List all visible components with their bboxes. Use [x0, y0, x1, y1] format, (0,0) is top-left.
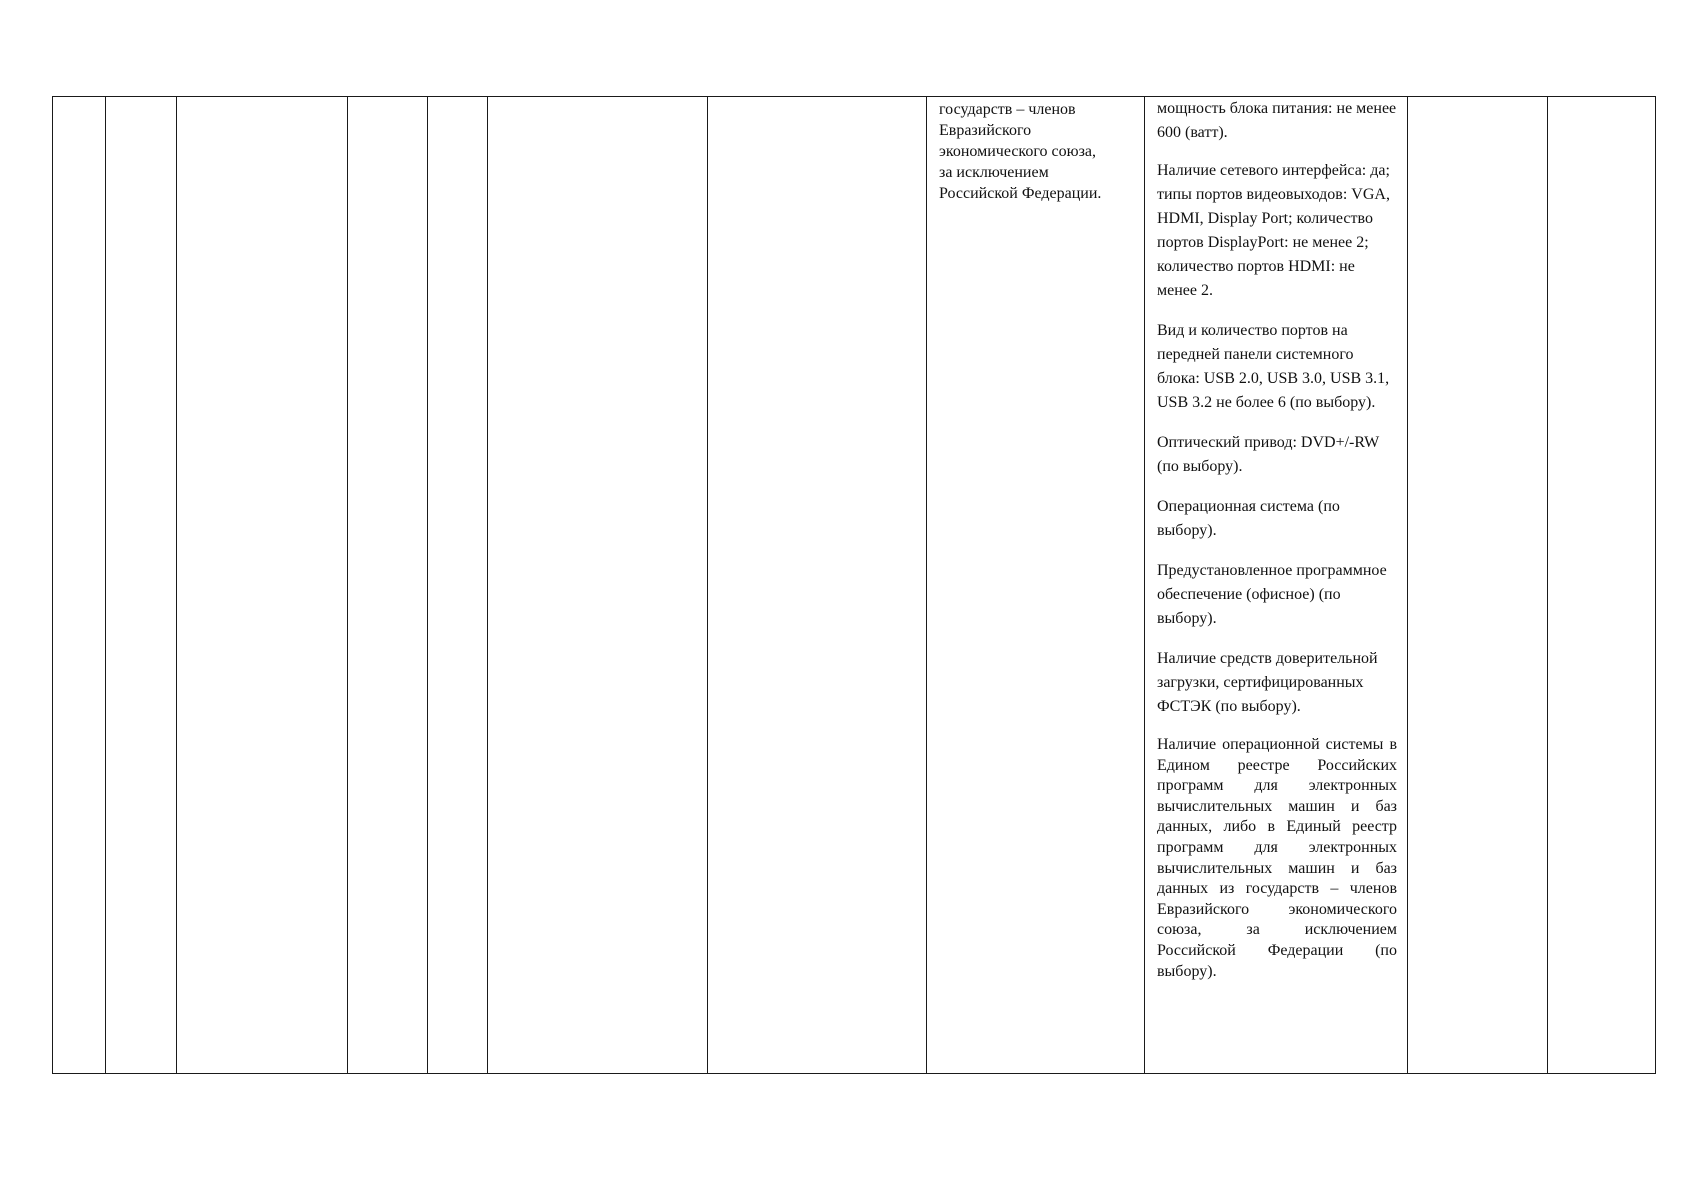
spec-os-registry: Наличие операционной системы в Едином реестре Российских программ для электронных вычислительных машин и баз данных, либо в Единый реестр программ для электронных вычислительных машин и баз данных из государств – членов Евразийского экономического союза, за исключением Российской Федерации (по выбору).	[1157, 736, 1397, 980]
column-divider	[427, 96, 428, 1074]
registry-cell	[939, 99, 1129, 204]
column-divider	[1547, 96, 1548, 1074]
spec-network-video-ports: Наличие сетевого интерфейса: да; типы портов видеовыходов: VGA, HDMI, Display Port; количество портов DisplayPort: не менее 2; количество портов HDMI: не менее 2.	[1157, 162, 1390, 299]
registry-line: государств – членов	[939, 101, 1076, 118]
spec-power-supply: мощность блока питания: не менее 600 (ватт).	[1157, 100, 1397, 141]
column-divider	[105, 96, 106, 1074]
column-divider	[1407, 96, 1408, 1074]
registry-line: Российской Федерации.	[939, 185, 1102, 202]
column-divider	[176, 96, 177, 1074]
spec-trusted-boot: Наличие средств доверительной загрузки, сертифицированных ФСТЭК (по выбору).	[1157, 650, 1378, 715]
specification-cell	[1157, 97, 1397, 982]
registry-line: Евразийского	[939, 122, 1032, 139]
column-divider	[487, 96, 488, 1074]
column-divider	[1144, 96, 1145, 1074]
registry-line: за исключением	[939, 164, 1049, 181]
spec-preinstalled-software: Предустановленное программное обеспечение (офисное) (по выбору).	[1157, 562, 1387, 627]
spec-front-usb-ports: Вид и количество портов на передней панели системного блока: USB 2.0, USB 3.0, USB 3.1, USB 3.2 не более 6 (по выбору).	[1157, 322, 1390, 411]
registry-line: экономического союза,	[939, 143, 1097, 160]
spec-optical-drive: Оптический привод: DVD+/-RW (по выбору).	[1157, 434, 1379, 475]
table-frame	[52, 96, 1656, 1074]
column-divider	[347, 96, 348, 1074]
column-divider	[707, 96, 708, 1074]
spec-operating-system: Операционная система (по выбору).	[1157, 498, 1340, 539]
column-divider	[926, 96, 927, 1074]
